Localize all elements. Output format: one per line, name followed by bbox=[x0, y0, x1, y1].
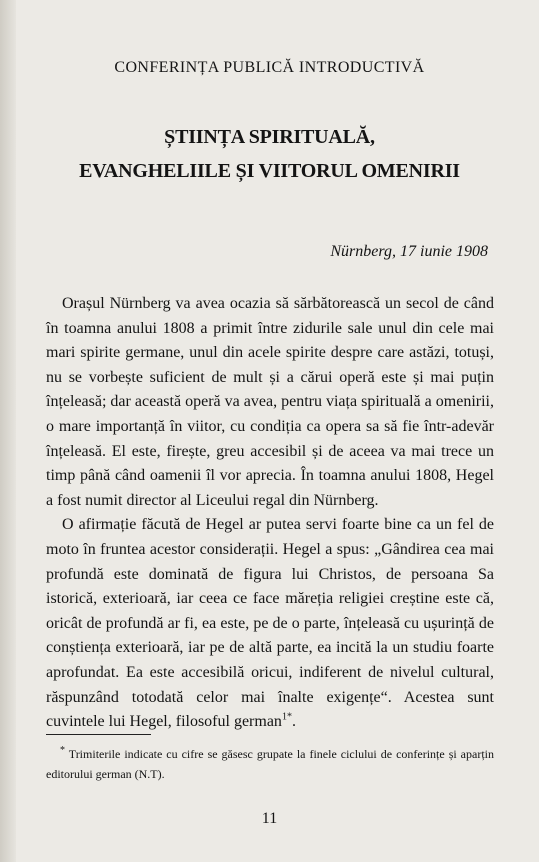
paragraph-text: O afirmație făcută de Hegel ar putea servi foarte bine ca un fel de moto în fruntea acestor considerații. Hegel a spus: „Gândirea cea mai profundă este dominată de figura lui Christos, de persoana Sa istorică, exterioară, iar ceea ce face măreția religiei creștine este că, oricât de profundă ar fi, ea este, pe de o parte, înțeleasă cu ușurință de conștiența exterioară, iar pe de altă parte, ea incită la un studiu foarte aprofundat. Ea este accesibilă oricui, indiferent de nivelul cultural, răspunzând totodată celor mai înalte exigențe“. Acestea sunt cuvintele lui Hegel, filosoful german bbox=[46, 516, 494, 731]
footnote-marker: * bbox=[60, 745, 65, 756]
footnote-reference: 1* bbox=[281, 711, 292, 723]
sentence-end: . bbox=[291, 713, 296, 731]
footnote-text: Trimiterile indicate cu cifre se găsesc grupate la finele ciclului de conferințe și aparțin editorului german (N.T). bbox=[46, 747, 494, 781]
section-header: CONFERINȚA PUBLICĂ INTRODUCTIVĂ bbox=[114, 59, 425, 76]
footnote bbox=[46, 744, 494, 784]
paragraph bbox=[46, 513, 494, 734]
paragraph: Orașul Nürnberg va avea ocazia să sărbătorească un secol de când în toamna anului 1808 a primit între zidurile sale unul din cele mai mari spirite germane, unul din acele spirite despre care astăzi, totuși, nu se vorbește suficient de mult și a cărui operă este și mai puțin înțeleasă; dar această operă va avea, pentru viața spirituală a omenirii, o mare importanță în viitor, cu condiția ca opera sa să fie într-adevăr înțeleasă. El este, firește, greu accesibil și de aceea va mai trece un timp până când oamenii îl vor aprecia. În toamna anului 1808, Hegel a fost numit director al Liceului regal din Nürnberg. bbox=[46, 295, 494, 509]
footnote-divider bbox=[46, 734, 151, 735]
chapter-title-line-2: EVANGHELIILE ȘI VIITORUL OMENIRII bbox=[79, 160, 460, 182]
body-text bbox=[46, 292, 494, 735]
chapter-title bbox=[0, 120, 539, 188]
page-number: 11 bbox=[261, 810, 278, 827]
chapter-title-line-1: ȘTIINȚA SPIRITUALĂ, bbox=[164, 126, 375, 148]
footnote-body bbox=[46, 744, 494, 784]
place-date-line: Nürnberg, 17 iunie 1908 bbox=[330, 243, 488, 260]
